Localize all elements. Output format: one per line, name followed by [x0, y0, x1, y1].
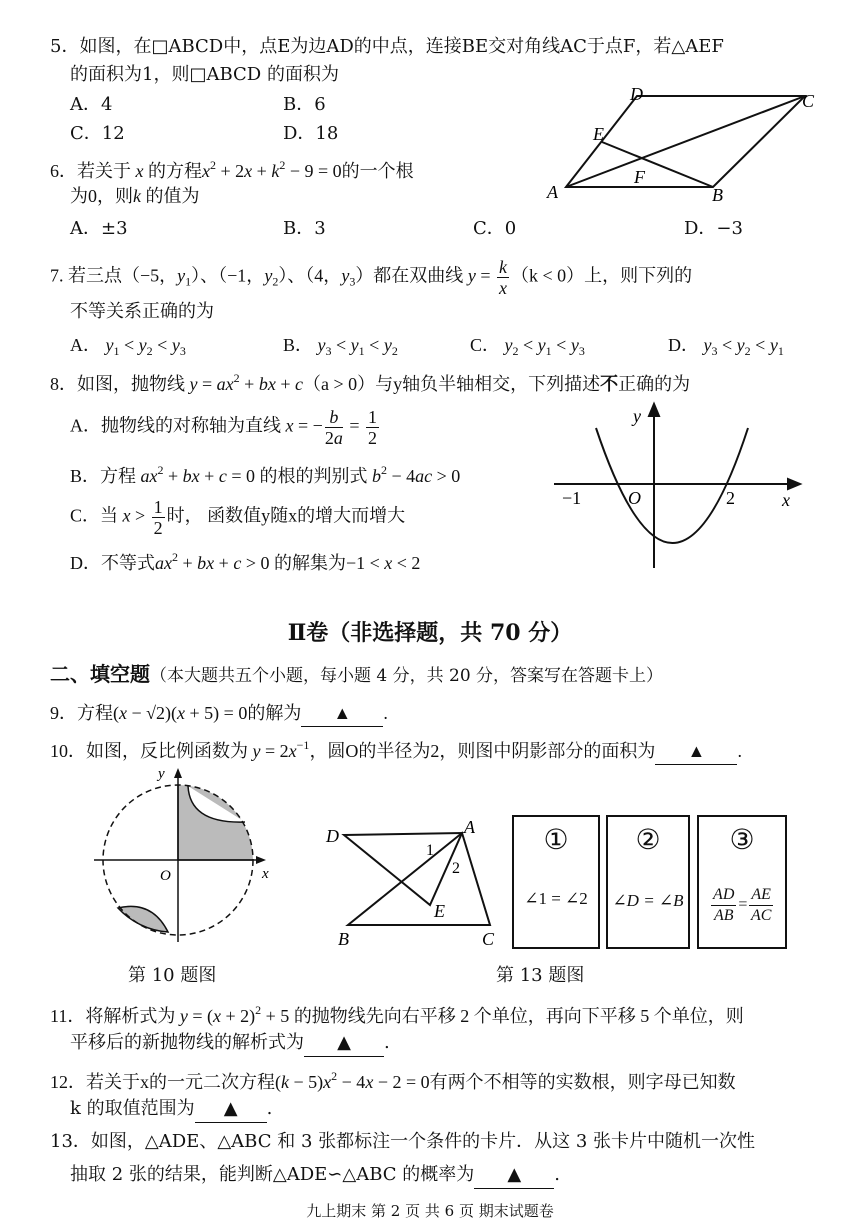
- q8-option-a: A．抛物线的对称轴为直线 x = − $\frac{b}{2a}$ = $\frac{1}{2}$: [70, 407, 377, 448]
- label-y: y: [633, 406, 641, 426]
- shaded-region-lower: [118, 906, 168, 932]
- q9-blank: ▲: [301, 700, 383, 727]
- label-x: x: [262, 866, 269, 882]
- card-3-condition: $\frac{AD}{AB}$ = $\frac{AE}{AC}$: [713, 886, 772, 924]
- label-c: C: [482, 929, 495, 949]
- label-b: B: [338, 929, 349, 949]
- label-angle2: 2: [452, 860, 460, 877]
- q11-blank: ▲: [304, 1030, 384, 1057]
- q8-option-d: D．不等式$ax^2$ + bx + c > 0 的解集为−1 < x < 2: [70, 550, 421, 573]
- card-1-mark: ①: [543, 823, 569, 856]
- label-o: O: [160, 868, 171, 884]
- label-d: D: [326, 826, 339, 846]
- q8-option-b: B．方程 $ax^2$ + bx + c = 0 的根的判别式 $b^2 - 4ac > 0$: [70, 463, 461, 486]
- label-e: E: [593, 124, 604, 144]
- q7-line1: 7. 若三点（−5，$y_1$）、（−1，$y_2$）、（4，$y_3$）都在双曲线 y = $\frac{k}{x}$ （k < 0）上，则下列的: [50, 257, 693, 298]
- q7-option-b: B． $y_3 < y_1 < y_2$: [283, 335, 398, 358]
- card-1: [512, 815, 600, 949]
- card-3-mark: ③: [729, 823, 755, 856]
- q8-option-c: C．当 x > $\frac{1}{2}$ 时， 函数值y随x的增大而增大: [70, 497, 406, 538]
- label-b: B: [712, 185, 723, 205]
- q5-option-b: B．6: [283, 94, 326, 115]
- q10-line: 10．如图，反比例函数为 $y = 2x^{-1}$，圆O的半径为2，则图中阴影部分的面积为 ▲ .: [50, 732, 742, 765]
- q11-line2: 平移后的新抛物线的解析式为 ▲ .: [70, 1030, 390, 1057]
- label-c: C: [802, 91, 815, 111]
- q13-line2: 抽取 2 张的结果，能判断△ADE∽△ABC 的概率为 ▲ .: [70, 1162, 560, 1189]
- segment-be: [602, 142, 713, 187]
- q7-option-c: C． $y_2 < y_1 < y_3$: [470, 335, 585, 358]
- fig10-caption: 第 10 题图: [128, 965, 217, 986]
- triangle-abc: [348, 833, 490, 925]
- q5-option-d: D．18: [283, 123, 339, 144]
- fig13-caption: 第 13 题图: [496, 965, 585, 986]
- q6-option-a: A．±3: [70, 218, 128, 239]
- q12-line2: k 的取值范围为 ▲ .: [70, 1096, 272, 1123]
- part2-title: Ⅱ卷（非选择题，共 70 分）: [287, 620, 573, 646]
- x-axis-arrow: [788, 479, 800, 489]
- section2-heading: 二、填空题（本大题共五个小题，每小题 4 分，共 20 分，答案写在答题卡上）: [50, 662, 664, 686]
- card-3: [697, 815, 787, 949]
- q7-option-d: D． $y_3 < y_2 < y_1$: [668, 335, 784, 358]
- q5-line2: 的面积为1，则□ABCD 的面积为: [70, 64, 339, 85]
- card-2-condition: ∠D = ∠B: [612, 891, 684, 910]
- label-2: 2: [726, 488, 735, 508]
- q13-blank: ▲: [474, 1162, 554, 1189]
- card-2-mark: ②: [635, 823, 661, 856]
- q12-line1: 12．若关于x的一元二次方程$(k - 5)x^2 - 4x - 2 = 0$有两个不相等的实数根，则字母已知数: [50, 1069, 736, 1092]
- q13-line1: 13．如图，△ADE、△ABC 和 3 张都标注一个条件的卡片．从这 3 张卡片中随机一次性: [50, 1131, 756, 1152]
- q8-line1: 8．如图，抛物线 $y = ax^2$ + bx + c（a > 0）与y轴负半轴相交，下列描述不正确的为: [50, 371, 691, 394]
- label-f: F: [634, 167, 645, 187]
- figure-13: [320, 815, 510, 950]
- card-2: [606, 815, 690, 949]
- label-a: A: [464, 817, 475, 837]
- q7-option-a: A． $y_1 < y_2 < y_3$: [70, 335, 186, 358]
- label-neg1: −1: [562, 488, 582, 508]
- q11-line1: 11．将解析式为 $y = (x + 2)^2 + 5$ 的抛物线先向右平移 2 个单位，再向下平移 5 个单位，则: [50, 1003, 744, 1026]
- label-o: O: [628, 488, 641, 508]
- y-axis-arrow: [649, 404, 659, 416]
- parallelogram-figure: [540, 82, 830, 207]
- q5-option-c: C．12: [70, 123, 125, 144]
- parabola-figure: [548, 398, 808, 573]
- page-footer: 九上期末 第 2 页 共 6 页 期末试题卷: [306, 1202, 554, 1220]
- label-x: x: [782, 490, 790, 510]
- triangle-ade: [344, 833, 462, 905]
- label-a: A: [547, 182, 558, 202]
- q6-line1: 6．若关于 x 的方程$x^2 + 2x + k^2 - 9 = 0$的一个根: [50, 158, 414, 181]
- label-y: y: [158, 766, 165, 782]
- q6-option-b: B．3: [283, 218, 326, 239]
- q6-option-d: D．−3: [684, 218, 743, 239]
- parabola-curve: [596, 428, 748, 543]
- label-d: D: [630, 84, 643, 104]
- card-1-condition: ∠1 = ∠2: [524, 889, 588, 908]
- q12-blank: ▲: [195, 1096, 267, 1123]
- label-e: E: [434, 901, 445, 921]
- label-angle1: 1: [426, 842, 434, 859]
- q7-line2: 不等关系正确的为: [70, 301, 214, 322]
- q9-line: 9．方程(x − √2)(x + 5) = 0的解为 ▲ .: [50, 700, 388, 727]
- q6-line2: 为0，则k 的值为: [70, 186, 200, 206]
- q5-option-a: A．4: [70, 94, 113, 115]
- q5-line1: 5．如图，在□ABCD中，点E为边AD的中点，连接BE交对角线AC于点F，若△AEF: [50, 36, 724, 57]
- figure-10: [90, 762, 280, 947]
- q10-blank: ▲: [655, 738, 737, 765]
- q6-option-c: C．0: [473, 218, 517, 239]
